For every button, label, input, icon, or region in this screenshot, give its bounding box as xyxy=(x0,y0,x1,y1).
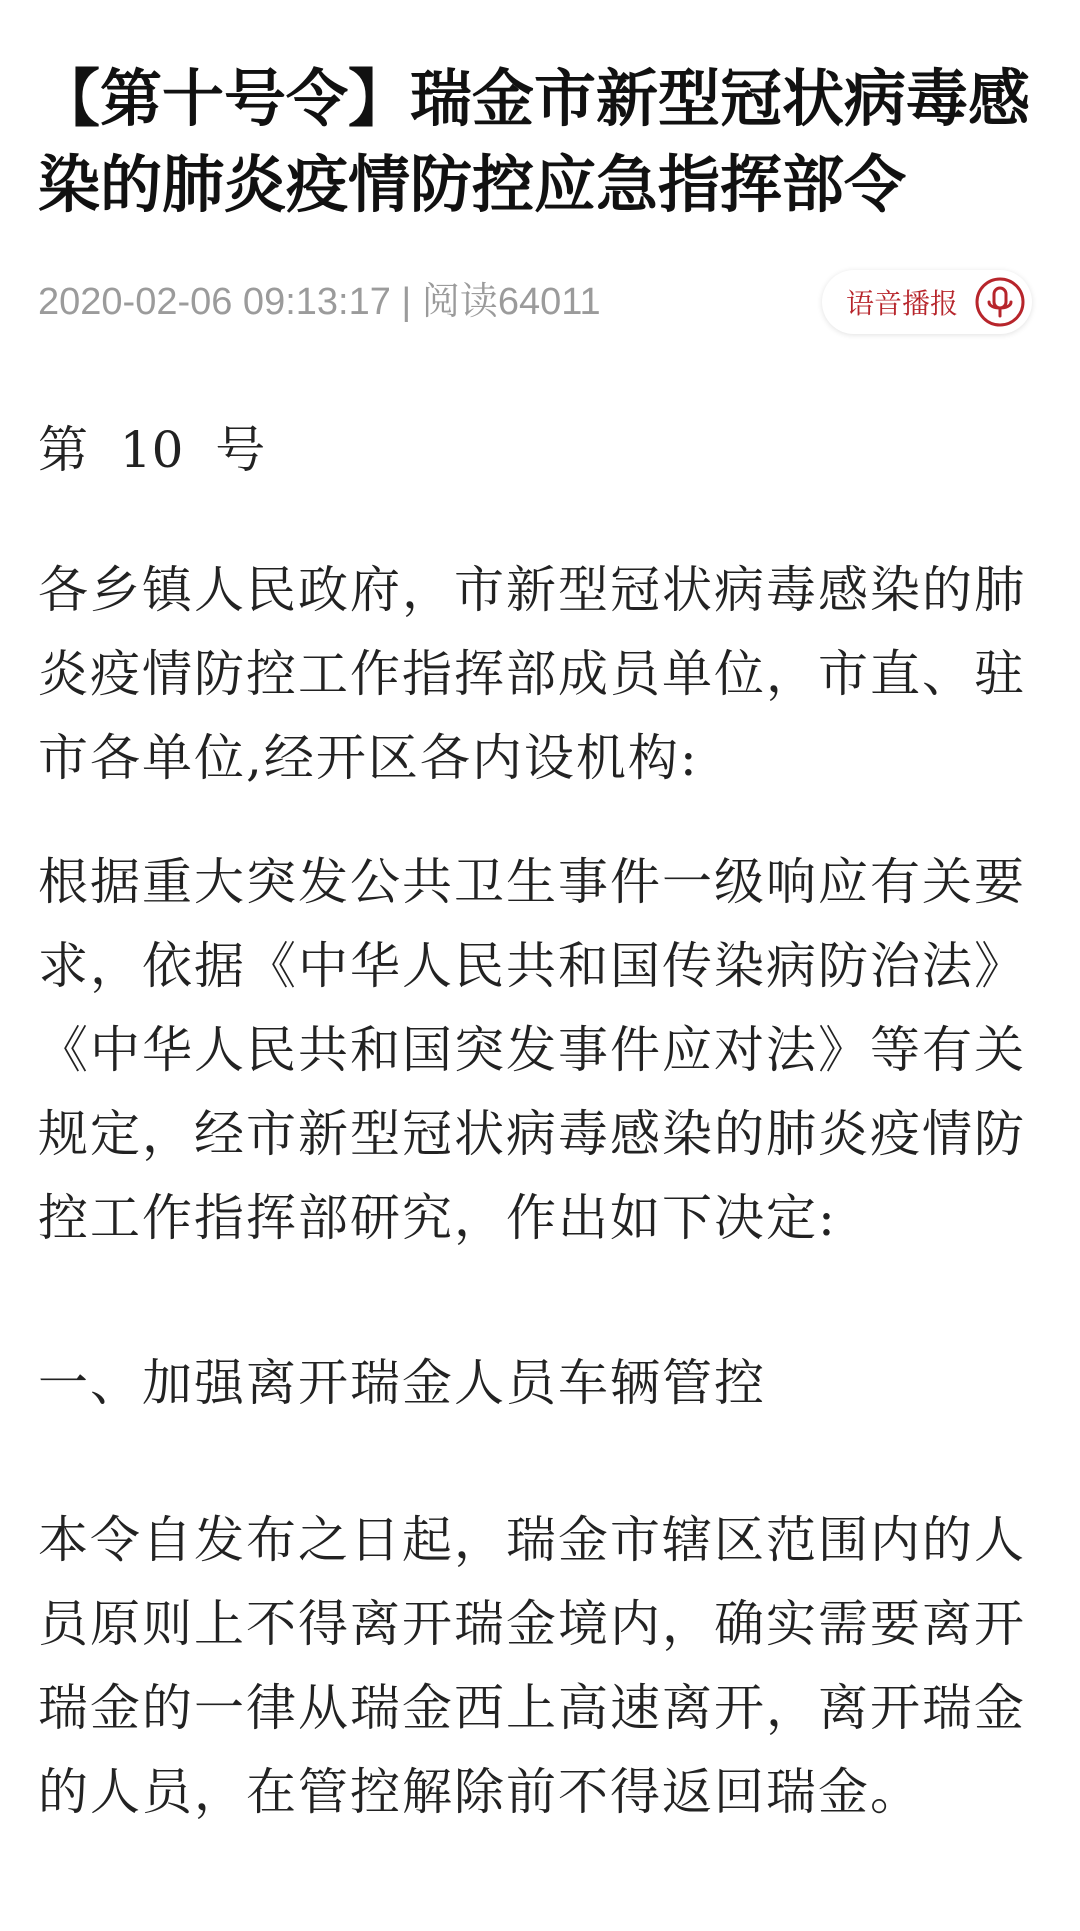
article-meta: 2020-02-06 09:13:17 | 阅读64011 xyxy=(38,281,601,323)
article-meta-row xyxy=(38,270,1042,334)
paragraph-addressees: 各乡镇人民政府，市新型冠状病毒感染的肺炎疫情防控工作指挥部成员单位，市直、驻市各单位,经开区各内设机构: xyxy=(38,561,1026,787)
document-number: 第 10 号 xyxy=(38,421,266,479)
article-title: 【第十号令】瑞金市新型冠状病毒感染的肺炎疫情防控应急指挥部令 xyxy=(38,62,1031,221)
microphone-icon xyxy=(974,276,1026,328)
paragraph-basis: 根据重大突发公共卫生事件一级响应有关要求，依据《中华人民共和国传染病防治法》《中华人民共和国突发事件应对法》等有关规定，经市新型冠状病毒感染的肺炎疫情防控工作指挥部研究，作出如下决定: xyxy=(38,853,1026,1247)
section-heading-1: 一、加强离开瑞金人员车辆管控 xyxy=(38,1354,766,1412)
voice-broadcast-button[interactable] xyxy=(822,270,1032,334)
paragraph-section-1: 本令自发布之日起，瑞金市辖区范围内的人员原则上不得离开瑞金境内，确实需要离开瑞金的一律从瑞金西上高速离开，离开瑞金的人员，在管控解除前不得返回瑞金。 xyxy=(38,1511,1026,1821)
voice-broadcast-label: 语音播报 xyxy=(846,287,959,320)
